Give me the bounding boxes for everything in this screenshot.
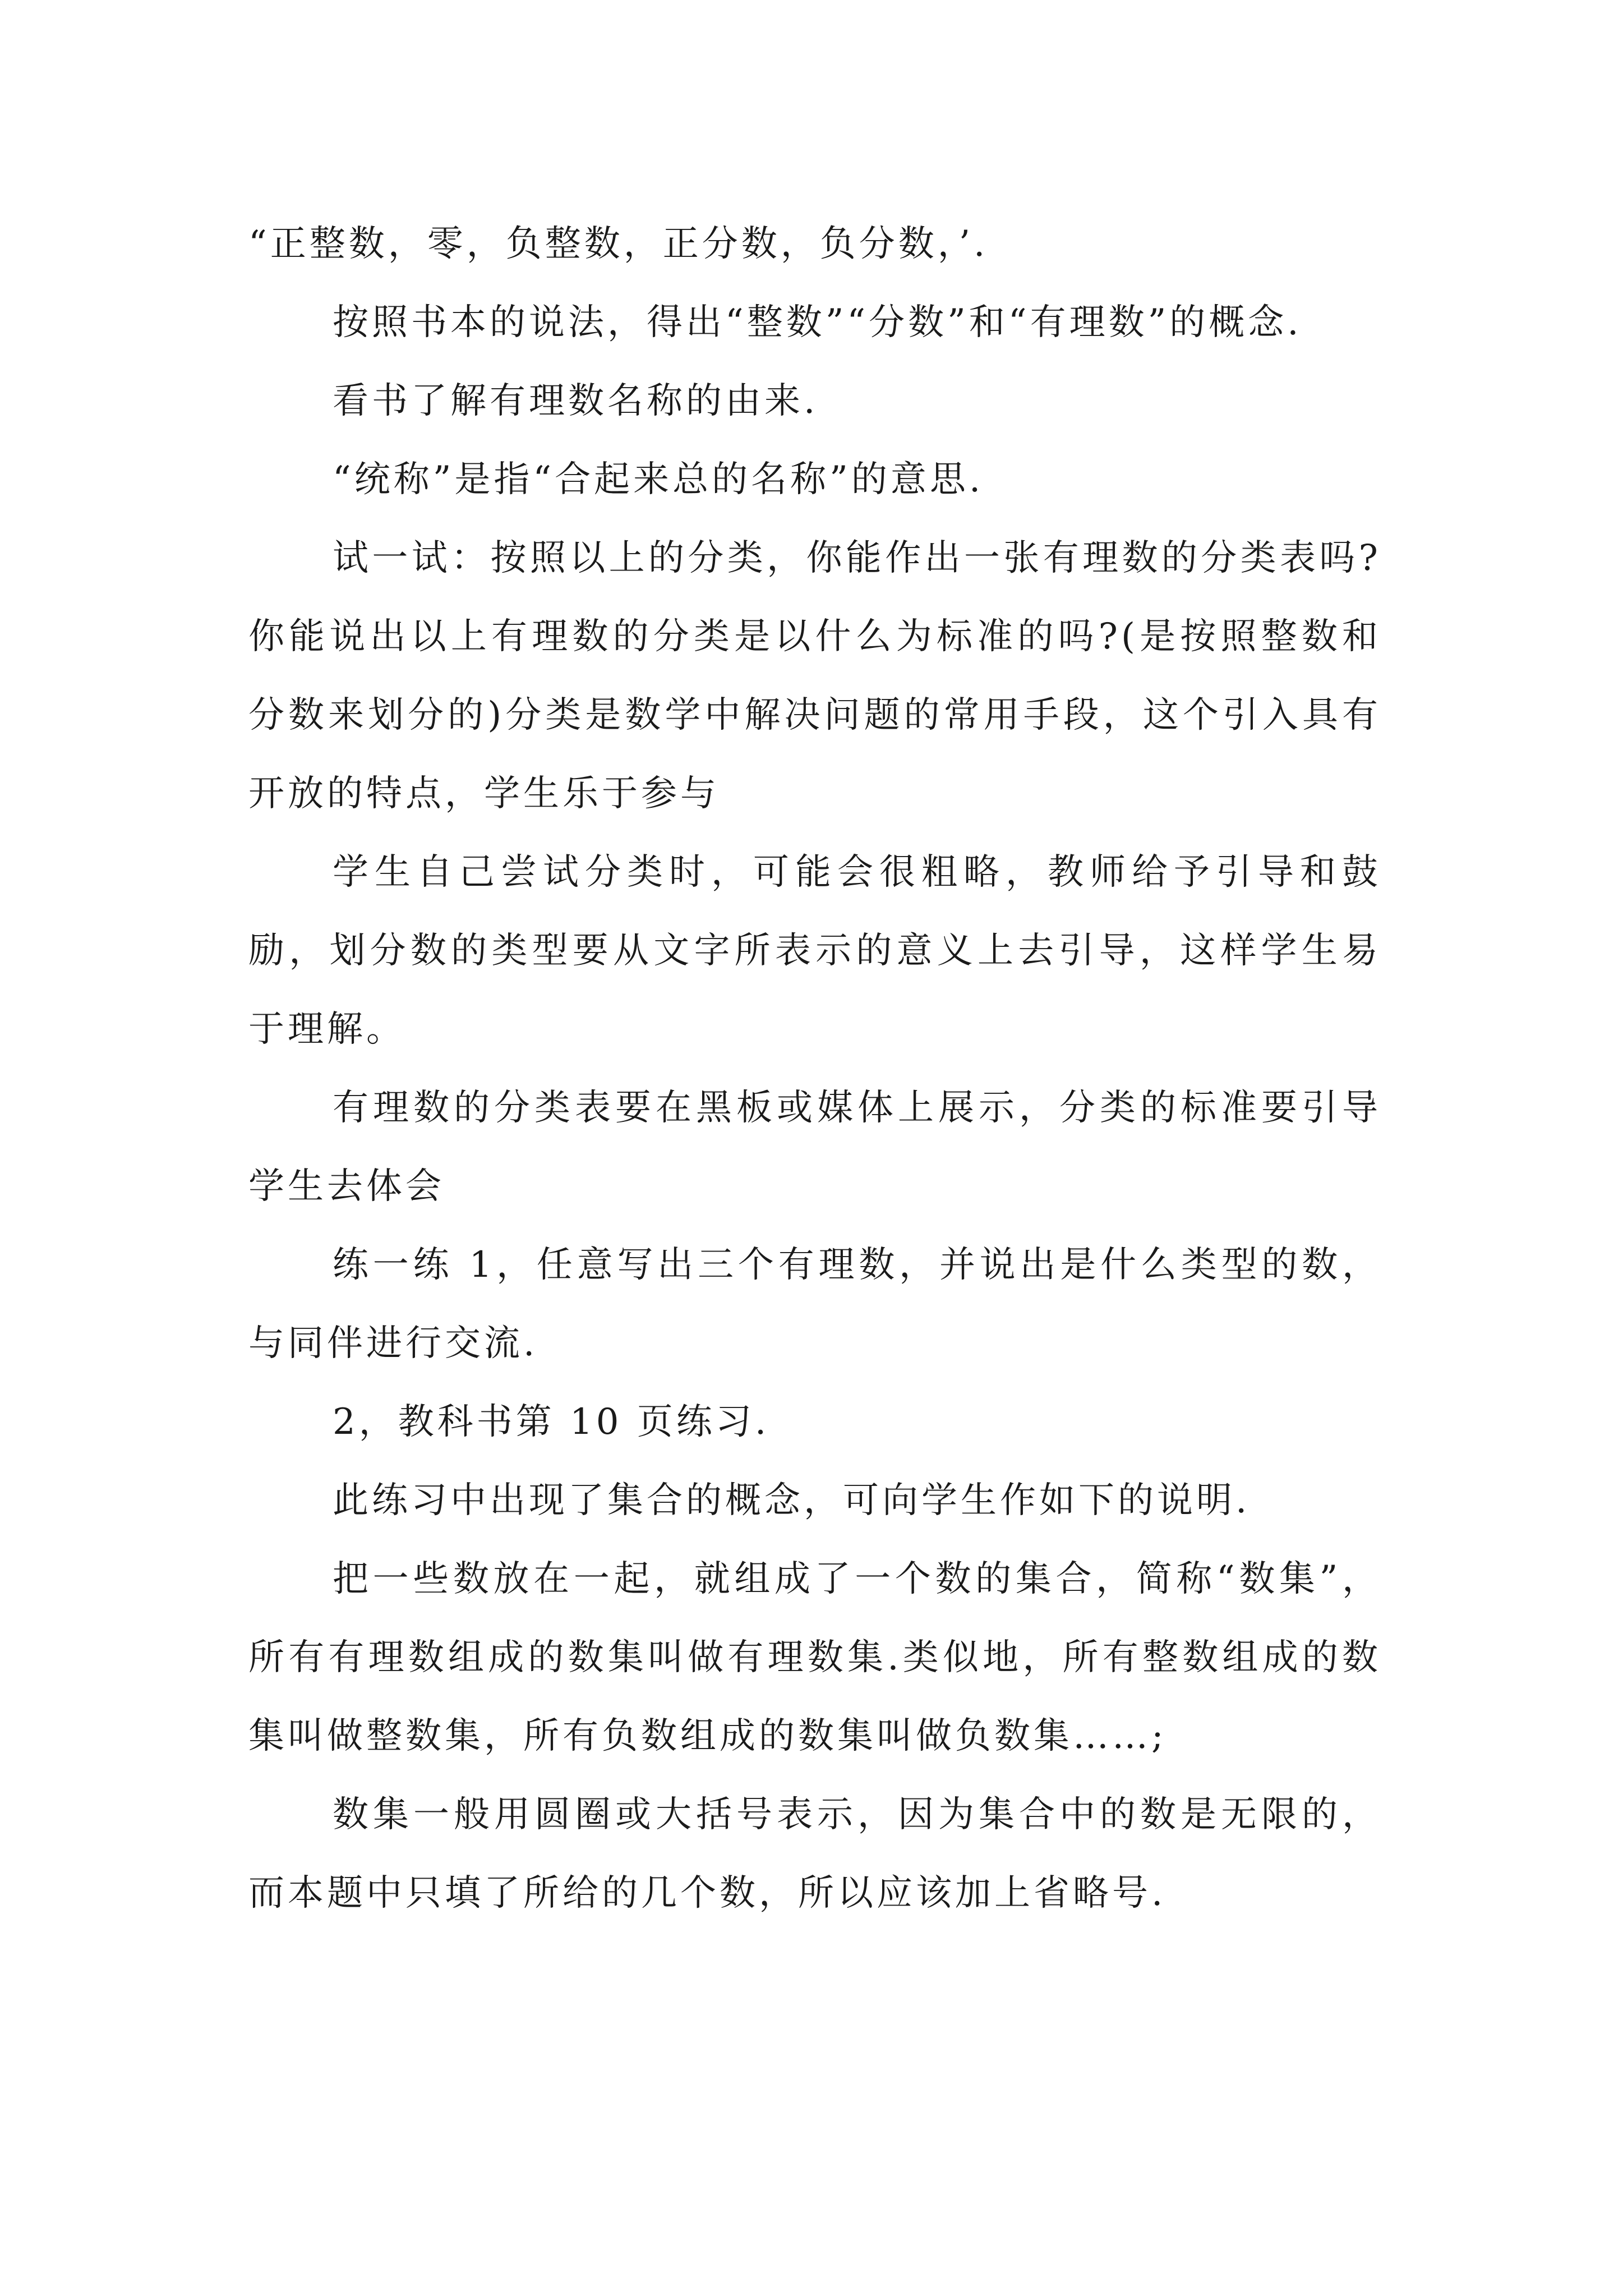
paragraph-5: 试一试：按照以上的分类，你能作出一张有理数的分类表吗?你能说出以上有理数的分类是以什么为标准的吗?(是按照整数和分数来划分的)分类是数学中解决问题的常用手段，这个引入具有开放的特点，学生乐于参与 [248,537,1381,815]
paragraph-10: 此练习中出现了集合的概念，可向学生作如下的说明. [333,1480,1251,1521]
paragraph-7: 有理数的分类表要在黑板或媒体上展示，分类的标准要引导学生去体会 [248,1087,1381,1207]
paragraph-12: 数集一般用圆圈或大括号表示，因为集合中的数是无限的，而本题中只填了所给的几个数，所以应该加上省略号. [248,1794,1381,1914]
paragraph-8: 练一练 1，任意写出三个有理数，并说出是什么类型的数，与同伴进行交流. [248,1244,1381,1364]
document-page [248,205,1381,1932]
paragraph-6: 学生自己尝试分类时，可能会很粗略，教师给予引导和鼓励，划分数的类型要从文字所表示的意义上去引导，这样学生易于理解。 [248,852,1381,1050]
paragraph-2: 按照书本的说法，得出“整数”“分数”和“有理数”的概念. [333,302,1302,343]
paragraph-11: 把一些数放在一起，就组成了一个数的集合，简称“数集”，所有有理数组成的数集叫做有理数集.类似地，所有整数组成的数集叫做整数集，所有负数组成的数集叫做负数集……; [248,1558,1381,1757]
paragraph-3: 看书了解有理数名称的由来. [333,380,819,422]
paragraph-4: “统称”是指“合起来总的名称”的意思. [333,459,984,500]
paragraph-9: 2，教科书第 10 页练习. [333,1401,770,1443]
paragraph-1: “正整数，零，负整数，正分数，负分数，’. [248,223,989,265]
